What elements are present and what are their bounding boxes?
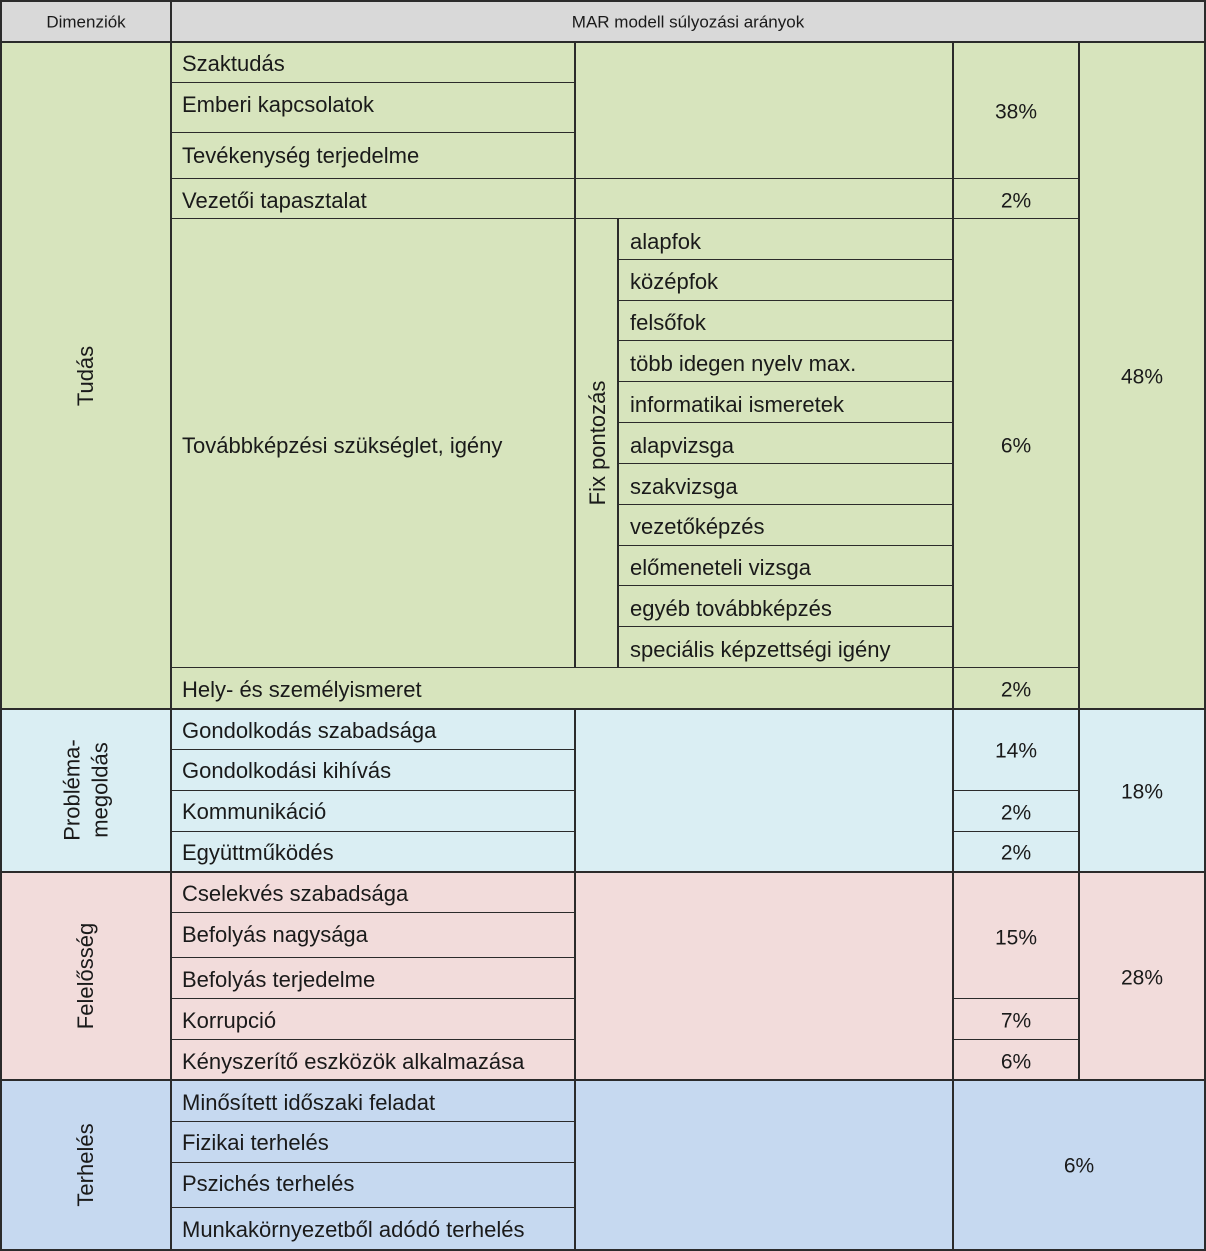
sub-criterion-label: alapfok bbox=[630, 229, 701, 254]
weight-value: 2% bbox=[1000, 189, 1032, 213]
fix-pontozas-label: Fix pontozás bbox=[585, 380, 610, 506]
sub-criterion-label: felsőfok bbox=[630, 310, 706, 335]
criterion-label: Gondolkodás szabadsága bbox=[182, 718, 437, 743]
header-dimensions: Dimenziók bbox=[46, 12, 126, 32]
criterion-label: Továbbképzési szükséglet, igény bbox=[182, 433, 503, 458]
felelosseg-section bbox=[0, 872, 1206, 1080]
criterion-label: Kényszerítő eszközök alkalmazása bbox=[182, 1049, 525, 1074]
tudas-section bbox=[0, 42, 1206, 709]
criterion-label: Együttműködés bbox=[182, 840, 334, 865]
weight-value: 2% bbox=[1000, 678, 1032, 702]
criterion-label: Emberi kapcsolatok bbox=[182, 92, 374, 117]
dimension-total: 28% bbox=[1120, 966, 1164, 990]
sub-criterion-label: vezetőképzés bbox=[630, 514, 765, 539]
criterion-label: Kommunikáció bbox=[182, 799, 327, 824]
sub-criterion-label: több idegen nyelv max. bbox=[630, 351, 857, 376]
weight-value: 7% bbox=[1000, 1009, 1032, 1033]
criterion-label: Befolyás nagysága bbox=[182, 922, 368, 947]
weight-value: 6% bbox=[1000, 434, 1032, 458]
criterion-label: Cselekvés szabadsága bbox=[182, 881, 409, 906]
sub-criterion-label: egyéb továbbképzés bbox=[630, 596, 832, 621]
criterion-label: Korrupció bbox=[182, 1008, 277, 1033]
header-weights: MAR modell súlyozási arányok bbox=[571, 12, 805, 32]
dimension-total: 48% bbox=[1120, 365, 1164, 389]
weight-value: 2% bbox=[1000, 801, 1032, 825]
dimension-terheles: Terhelés bbox=[73, 1123, 98, 1207]
sub-criterion-label: előmeneteli vizsga bbox=[630, 555, 811, 580]
criterion-label: Munkakörnyezetből adódó terhelés bbox=[182, 1217, 525, 1242]
weight-value: 15% bbox=[994, 926, 1038, 950]
weight-value: 38% bbox=[994, 100, 1038, 124]
weight-value: 6% bbox=[1000, 1050, 1032, 1074]
sub-criterion-label: szakvizsga bbox=[630, 474, 738, 499]
criterion-label: Befolyás terjedelme bbox=[182, 967, 376, 992]
dimension-total: 18% bbox=[1120, 780, 1164, 804]
sub-criterion-label: informatikai ismeretek bbox=[630, 392, 844, 417]
terheles-section bbox=[0, 1080, 1206, 1251]
criterion-label: Szaktudás bbox=[182, 51, 285, 76]
dimension-tudas: Tudás bbox=[73, 345, 98, 407]
sub-criterion-label: speciális képzettségi igény bbox=[630, 637, 891, 662]
dimension-problemamegoldas bbox=[59, 739, 114, 840]
dimension-problemamegoldas-line1: Probléma- bbox=[59, 739, 85, 841]
dimension-total: 6% bbox=[1063, 1154, 1095, 1178]
dimension-problemamegoldas-line2: megoldás bbox=[87, 742, 112, 838]
weight-value: 14% bbox=[994, 739, 1038, 763]
criterion-label: Pszichés terhelés bbox=[182, 1171, 355, 1196]
weight-value: 2% bbox=[1000, 841, 1032, 865]
criterion-label: Hely- és személyismeret bbox=[182, 677, 422, 702]
criterion-label: Gondolkodási kihívás bbox=[182, 758, 392, 783]
criterion-label: Tevékenység terjedelme bbox=[182, 143, 420, 168]
sub-criterion-label: középfok bbox=[630, 269, 719, 294]
dimension-felelosseg: Felelősség bbox=[73, 922, 98, 1030]
criterion-label: Minősített időszaki feladat bbox=[182, 1090, 436, 1115]
sub-criterion-label: alapvizsga bbox=[630, 433, 734, 458]
criterion-label: Vezetői tapasztalat bbox=[182, 188, 367, 213]
criterion-label: Fizikai terhelés bbox=[182, 1130, 329, 1155]
